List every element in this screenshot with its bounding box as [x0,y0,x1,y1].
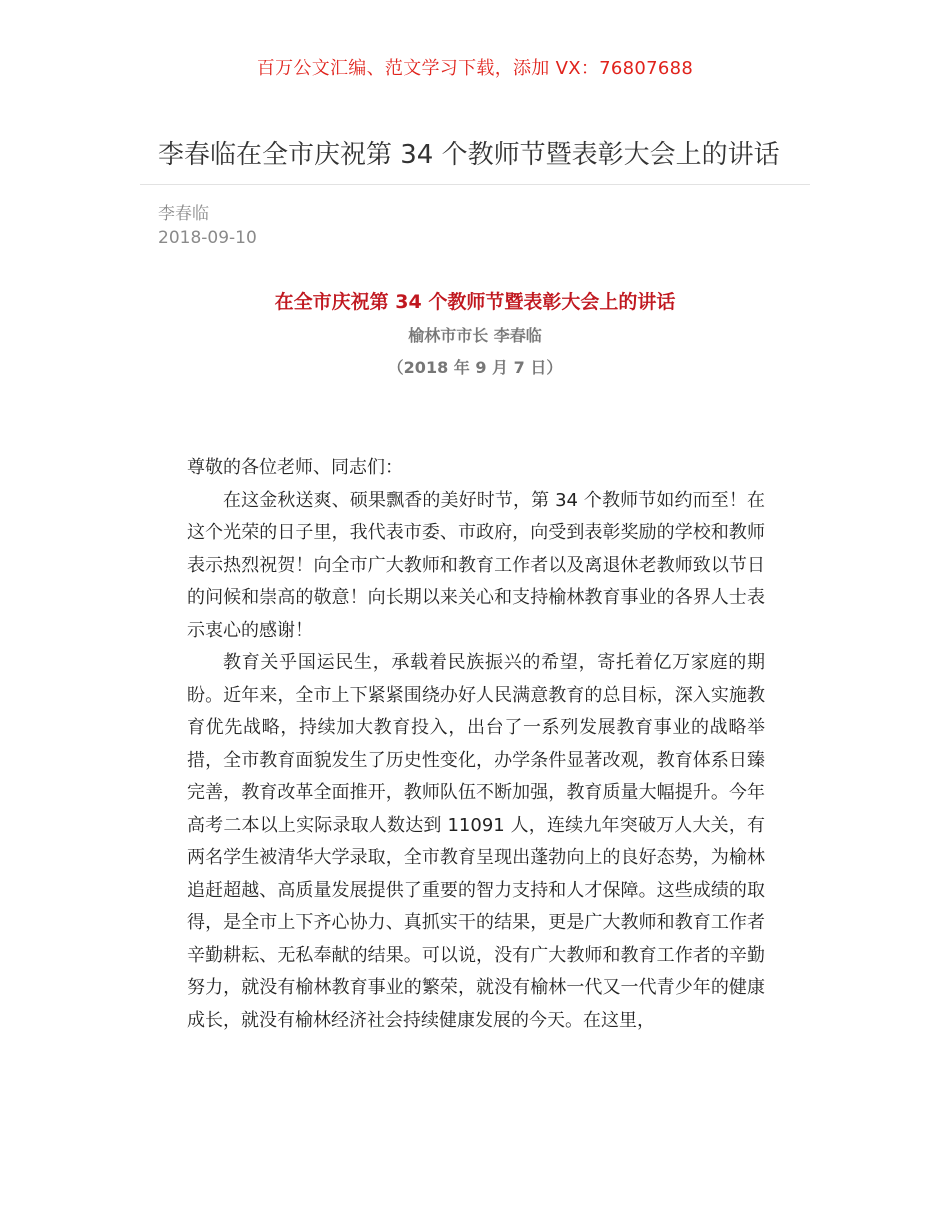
speech-speaker: 榆林市市长 李春临 [408,326,542,345]
speech-salutation: 尊敬的各位老师、同志们： [187,457,403,478]
speech-body [187,452,765,1037]
download-promo-banner: 百万公文汇编、范文学习下载，添加 VX：76807688 [256,58,694,79]
speech-paragraph: 教育关乎国运民生，承载着民族振兴的希望，寄托着亿万家庭的期盼。近年来，全市上下紧紧围绕办好人民满意教育的总目标，深入实施教育优先战略，持续加大教育投入，出台了一系列发展教育事业的战略举措，全市教育面貌发生了历史性变化，办学条件显著改观，教育体系日臻完善，教育改革全面推开，教师队伍不断加强，教育质量大幅提升。今年高考二本以上实际录取人数达到 11091 人，连续九年突破万人大关，有两名学生被清华大学录取，全市教育呈现出蓬勃向上的良好态势，为榆林追赶超越、高质量发展提供了重要的智力支持和人才保障。这些成绩的取得，是全市上下齐心协力、真抓实干的结果，更是广大教师和教育工作者辛勤耕耘、无私奉献的结果。可以说，没有广大教师和教育工作者的辛勤努力，就没有榆林教育事业的繁荣，就没有榆林一代又一代青少年的健康成长，就没有榆林经济社会持续健康发展的今天。在这里， [187,652,765,1031]
article-author: 李春临 [158,204,209,224]
speech-paragraph: 在这金秋送爽、硕果飘香的美好时节，第 34 个教师节如约而至！在这个光荣的日子里，我代表市委、市政府，向受到表彰奖励的学校和教师表示热烈祝贺！向全市广大教师和教育工作者以及离退休老教师致以节日的问候和崇高的敬意！向长期以来关心和支持榆林教育事业的各界人士表示衷心的感谢！ [187,489,765,641]
title-divider [140,184,810,185]
article-date: 2018-09-10 [158,228,257,248]
speech-date: （2018 年 9 月 7 日） [387,358,563,377]
speech-heading: 在全市庆祝第 34 个教师节暨表彰大会上的讲话 [274,291,676,313]
article-title: 李春临在全市庆祝第 34 个教师节暨表彰大会上的讲话 [158,140,780,170]
